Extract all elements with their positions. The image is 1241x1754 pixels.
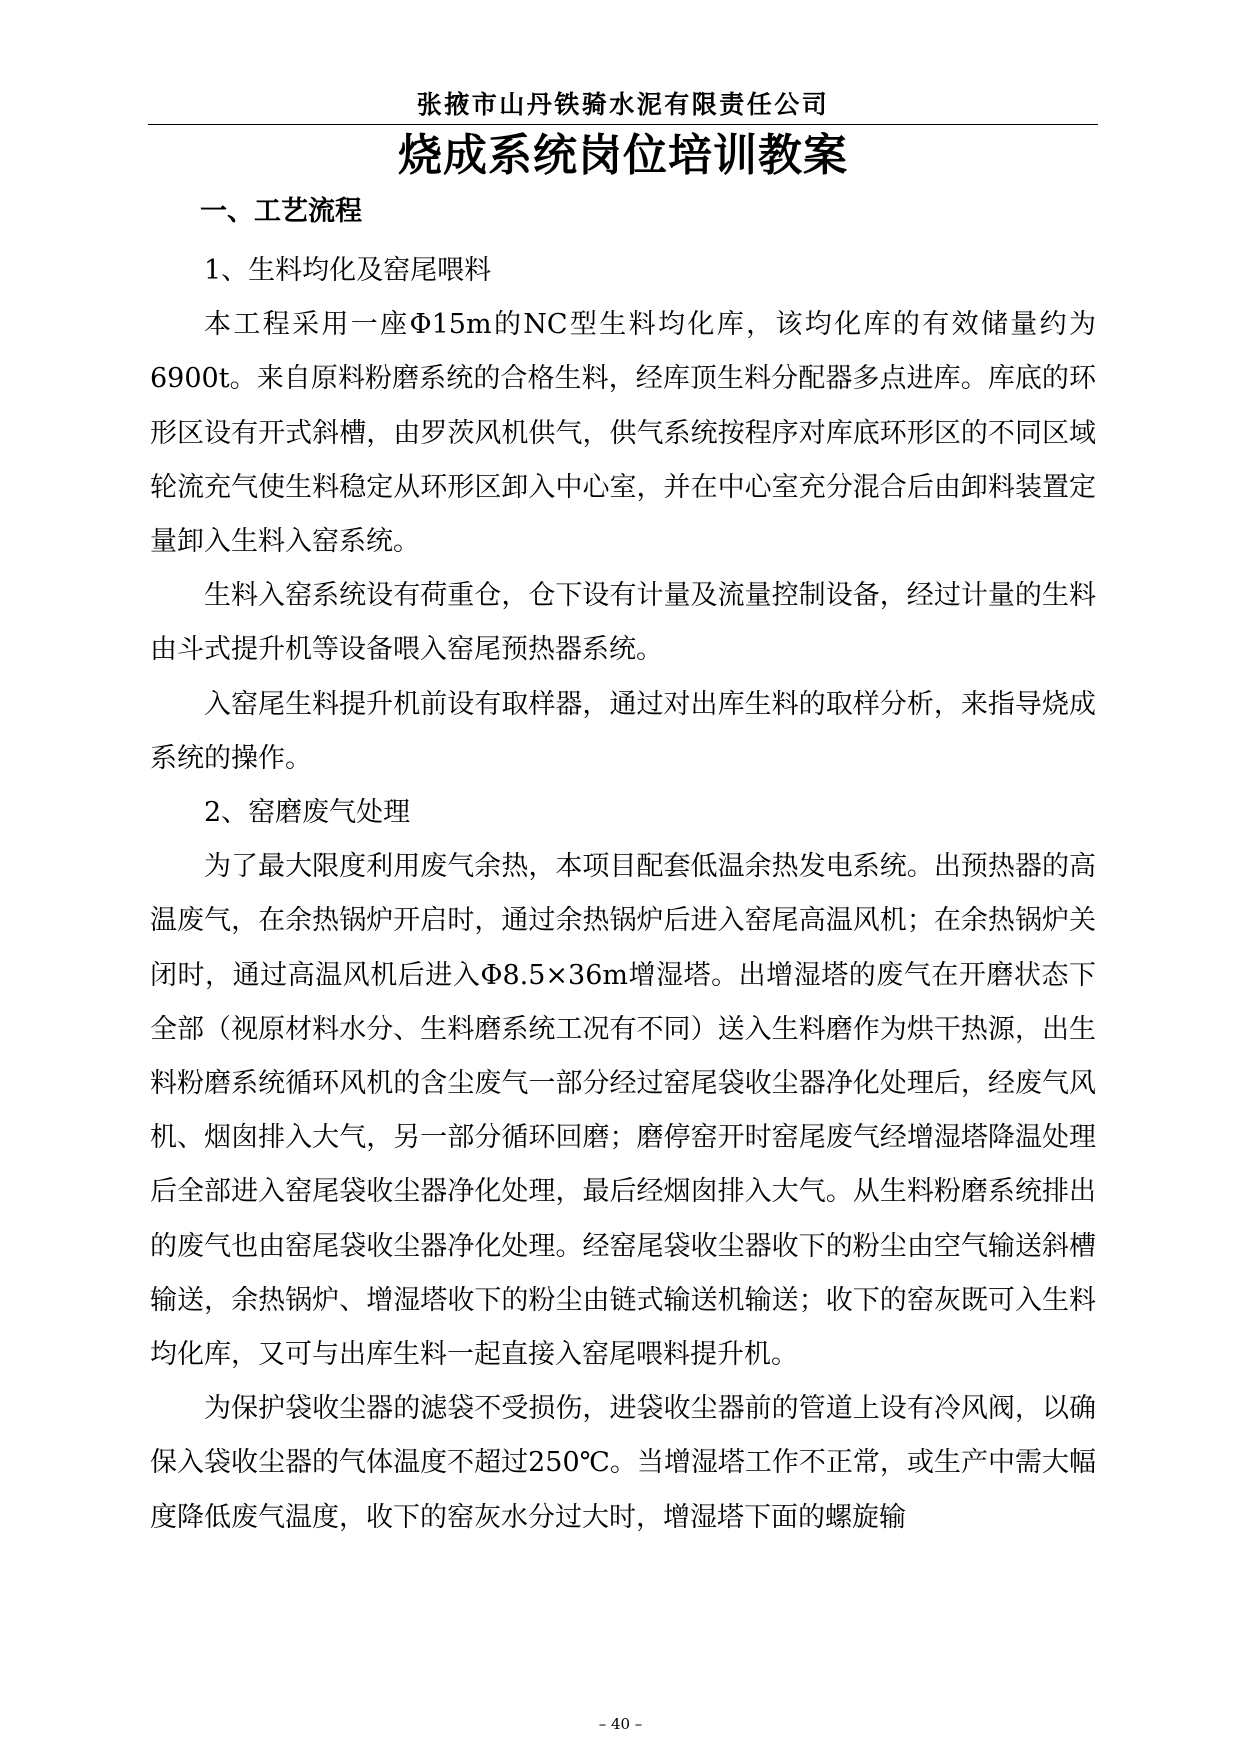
paragraph: 为保护袋收尘器的滤袋不受损伤，进袋收尘器前的管道上设有冷风阀，以确保入袋收尘器的气体温度不超过250℃。当增湿塔工作不正常，或生产中需大幅度降低废气温度，收下的窑灰水分过大时，增湿塔下面的螺旋输: [150, 1393, 1096, 1533]
subsection-heading: 2、窑磨废气处理: [204, 797, 411, 829]
subsection-heading: 1、生料均化及窑尾喂料: [204, 255, 492, 286]
document-title: 烧成系统岗位培训教案: [398, 130, 848, 181]
paragraph: 为了最大限度利用废气余热，本项目配套低温余热发电系统。出预热器的高温废气，在余热锅炉开启时，通过余热锅炉后进入窑尾高温风机；在余热锅炉关闭时，通过高温风机后进入Φ8.5×36m增湿塔。出增湿塔的废气在开磨状态下全部（视原材料水分、生料磨系统工况有不同）送入生料磨作为烘干热源，出生料粉磨系统循环风机的含尘废气一部分经过窑尾袋收尘器净化处理后，经废气风机、烟囱排入大气，另一部分循环回磨；磨停窑开时窑尾废气经增湿塔降温处理后全部进入窑尾袋收尘器净化处理，最后经烟囱排入大气。从生料粉磨系统排出的废气也由窑尾袋收尘器净化处理。经窑尾袋收尘器收下的粉尘由空气输送斜槽输送，余热锅炉、增湿塔收下的粉尘由链式输送机输送；收下的窑灰既可入生料均化库，又可与出库生料一起直接入窑尾喂料提升机。: [150, 851, 1096, 1371]
paragraph: 生料入窑系统设有荷重仓，仓下设有计量及流量控制设备，经过计量的生料由斗式提升机等设备喂入窑尾预热器系统。: [150, 580, 1096, 666]
page-number: – 40 –: [598, 1715, 643, 1733]
company-header: 张掖市山丹铁骑水泥有限责任公司: [416, 90, 830, 119]
body-text: [150, 244, 1096, 1545]
paragraph: 本工程采用一座Φ15m的NC型生料均化库，该均化库的有效储量约为6900t。来自原料粉磨系统的合格生料，经库顶生料分配器多点进库。库底的环形区设有开式斜槽，由罗茨风机供气，供气系统按程序对库底环形区的不同区域轮流充气使生料稳定从环形区卸入中心室，并在中心室充分混合后由卸料装置定量卸入生料入窑系统。: [150, 309, 1096, 558]
section-heading: 一、工艺流程: [200, 196, 362, 227]
paragraph: 入窑尾生料提升机前设有取样器，通过对出库生料的取样分析，来指导烧成系统的操作。: [150, 688, 1096, 774]
